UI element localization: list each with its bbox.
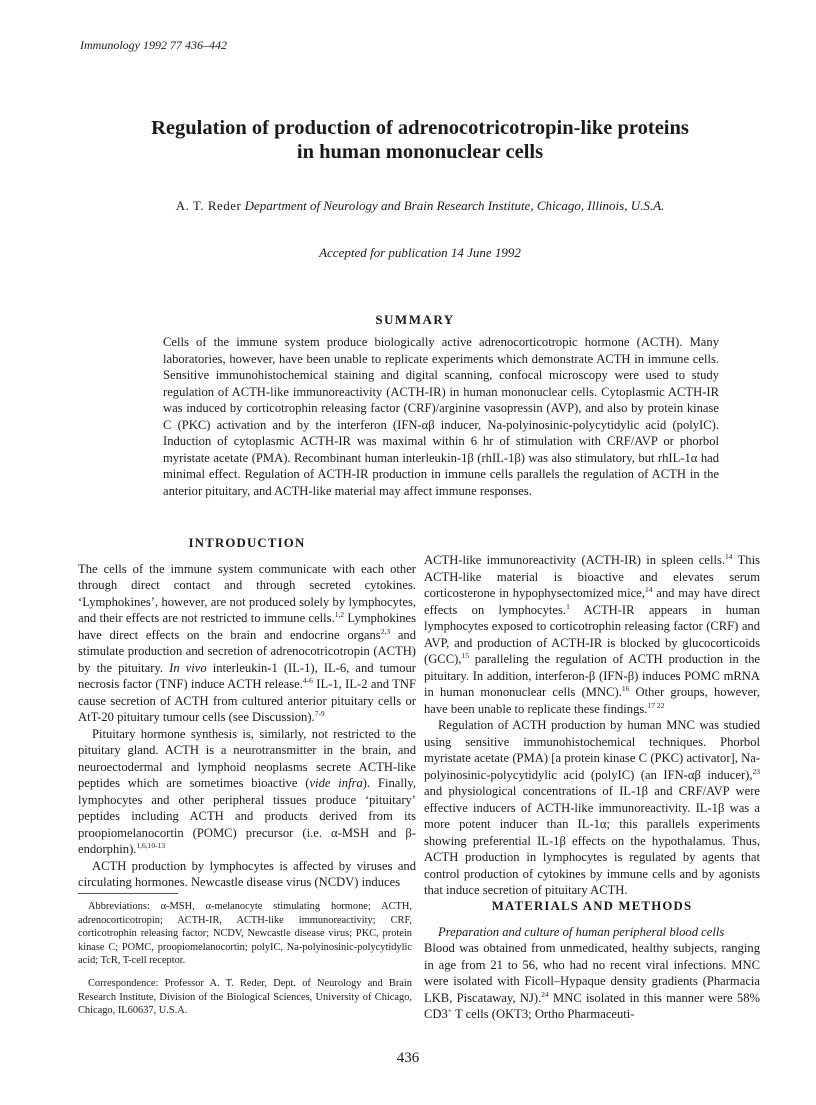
accepted-date: Accepted for publication 14 June 1992 [319,245,521,260]
intro-paragraph-3: ACTH production by lymphocytes is affected by viruses and circulating hormones. Newcastle disease virus (NCDV) induces [78,858,416,889]
intro-paragraph-1: The cells of the immune system communicate with each other through direct contact and through secreted cytokines. ‘Lymphokines’, however, are not produced solely by lymphocytes, and their effects are not restricted to immune cells.$^{1,2}$ Lymphokines have direct effects on the brain and endocrine organs$^{2,3}$ and stimulate production and secretion of adrenocotricotropin (ACTH) by the pituitary. In vivo interleukin-1 (IL-1), IL-6, and tumour necrosis factor (TNF) induce ACTH release.$^{4-6}$ IL-1, IL-2 and TNF cause secretion of ACTH from cultured anterior pituitary cells or AtT-20 pituitary tumour cells (see Discussion).$^{7-9}$ [78,561,416,724]
left-column [78,535,416,891]
methods-heading: MATERIALS AND METHODS [491,899,693,913]
intro-paragraph-2: Pituitary hormone synthesis is, similarly, not restricted to the pituitary gland. ACTH is a neurotransmitter in the brain, and neuroectodermal and lymphoid neoplasms secrete ACTH-like peptides which are sometimes bioactive (vide infra). Finally, lymphocytes and other peripheral tissues produce ‘pituitary’ peptides including ACTH and products derived from its proopiomelanocortin (POMC) precursor (i.e. α-MSH and β-endorphin).$^{1,6,10-13}$ [78,726,416,856]
intro-paragraph-4: ACTH-like immunoreactivity (ACTH-IR) in spleen cells.$^{14}$ This ACTH-like material is bioactive and elevates serum corticosterone in hypophysectomized mice,$^{14}$ and may have direct effects on lymphocytes.$^1$ ACTH-IR appears in human lymphocytes exposed to corticotrophin releasing factor (CRF) and AVP, and production of ACTH-IR is blocked by glucocorticoids (GCC),$^{15}$ paralleling the regulation of ACTH production in the pituitary. In addition, interferon-β (IFN-β) induces POMC mRNA in human mononuclear cells (MNC).$^{16}$ Other groups, however, have been unable to replicate these findings.$^{17 22}$ [424,551,761,716]
summary-body: Cells of the immune system produce biologically active adrenocorticotropic hormone (ACTH). Many laboratories, however, have been unable to replicate experiments which demonstrate ACTH in immune cells. Sensitive immunohistochemical staining and digital scanning, confocal microscopy were used to study regulation of ACTH-like immunoreactivity (ACTH-IR) in human mononuclear cells. Cytoplasmic ACTH-IR was induced by corticotrophin releasing factor (CRF)/arginine vasopressin (AVP), and also by protein kinase C (PKC) activation and by the interferon (IFN-αβ inducer, Na-polyinosinic-polycytidylic acid (polyIC). Induction of cytoplasmic ACTH-IR was maximal within 6 hr of stimulation with CRF/AVP or phorbol myristate acetate (PMA). Recombinant human interleukin-1β (rhIL-1β) was also stimulatory, but rhIL-1α had minimal effect. Regulation of ACTH-IR production in immune cells parallels the regulation of ACTH in the anterior pituitary, and ACTH-like material may affect immune responses. [163,335,719,498]
methods-subheading: Preparation and culture of human peripheral blood cells [438,924,725,939]
abbreviations-footnote: Abbreviations: α-MSH, α-melanocyte stimulating hormone; ACTH, adrenocorticotropin; ACTH-IR, ACTH-like immunoreactivity; CRF, corticotrophin releasing factor; NCDV, Newcastle disease virus; PKC, protein kinase C; POMC, proopiomelanocortin; polyIC, Na-polyinosinic-polycytidylic acid; TcR, T-cell receptor. [78,901,412,966]
methods-paragraph-1: Blood was obtained from unmedicated, healthy subjects, ranging in age from 21 to 56, who had no recent viral infections. MNC were isolated with Ficoll–Hypaque density gradients (Pharmacia LKB, Piscataway, NJ).$^{24}$ MNC isolated in this manner were 58% CD3+ T cells (OKT3; Ortho Pharmaceuti- [424,941,760,1021]
article-title [100,116,740,164]
methods-section [424,898,760,1023]
title-line-2: in human mononuclear cells [296,141,544,163]
intro-paragraph-5: Regulation of ACTH production by human MNC was studied using sensitive immunohistochemical techniques. Phorbol myristate acetate (PMA) [a protein kinase C (PKC) activator], Na-polyinosinic-polycytidylic acid (polyIC) (an IFN-αβ inducer),$^{23}$ and physiological concentrations of IL-1β and CRF/AVP were effective inducers of ACTH-like immunoreactivity. IL-1β was a more potent inducer than IL-1α; this parallels experiments showing preferential IL-1β effects on the hypothalamus. Thus, ACTH production in lymphocytes is regulated by agents that control production of cytokines by immune cells and by agonists that induce secretion of pituitary ACTH. [424,718,760,897]
author-name: A. T. Reder [175,198,242,213]
correspondence-footnote: Correspondence: Professor A. T. Reder, Dept. of Neurology and Brain Research Institute, Division of the Biological Sciences, University of Chicago, Chicago, IL60637, U.S.A. [78,978,412,1016]
author-line [100,198,740,214]
right-column [424,552,760,899]
journal-citation: Immunology 1992 77 436–442 [80,38,227,52]
summary-heading: SUMMARY [375,312,455,327]
page-number: 436 [396,1050,420,1066]
author-affiliation: Department of Neurology and Brain Research Institute, Chicago, Illinois, U.S.A. [244,198,665,213]
title-line-1: Regulation of production of adrenocotricotropin-like proteins [151,117,689,139]
introduction-heading: INTRODUCTION [188,536,306,550]
footnote-divider [78,893,178,894]
